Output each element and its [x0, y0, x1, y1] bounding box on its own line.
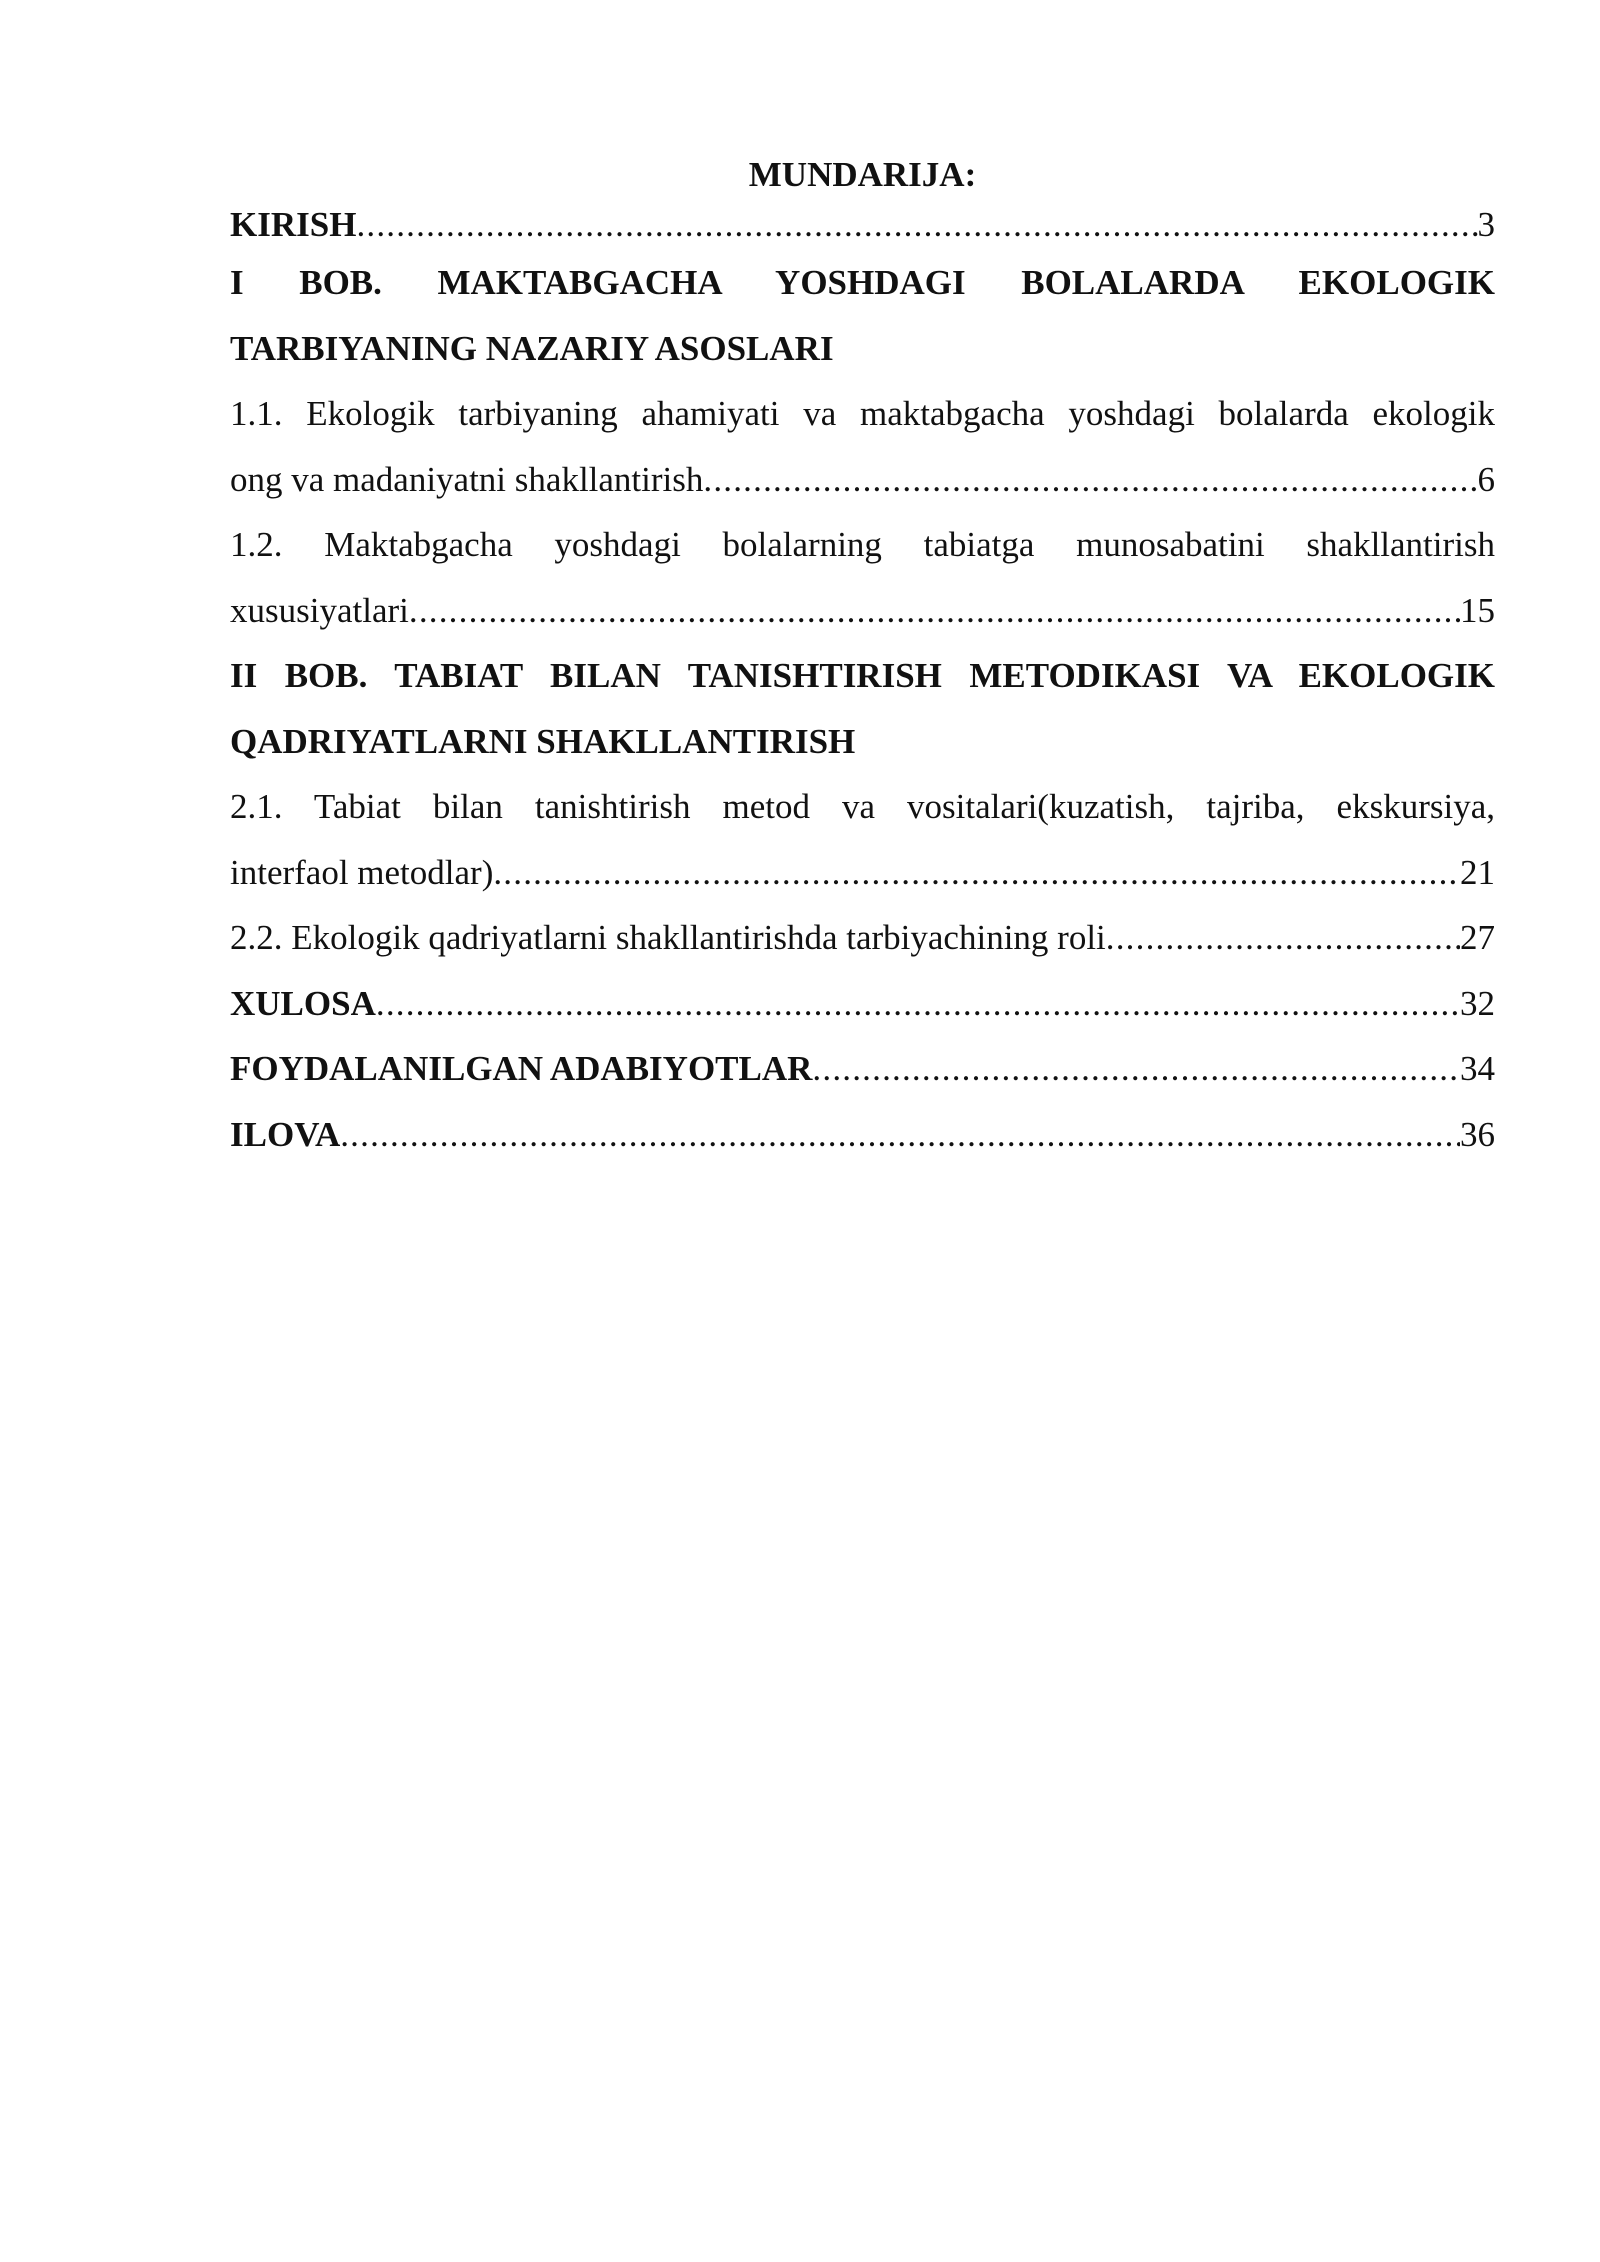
toc-page-number: 21 — [1460, 852, 1495, 892]
dot-leader — [409, 578, 1460, 644]
toc-section-1-1-line-2 — [230, 447, 1495, 513]
toc-section-2-1-line-1: 2.1. Tabiat bilan tanishtirish metod va vositalari(kuzatish, tajriba, ekskursiya, — [230, 787, 1495, 826]
toc-page-number: 32 — [1460, 983, 1495, 1023]
toc-entry-text: interfaol metodlar) — [230, 852, 494, 892]
toc-entry-text: ILOVA — [230, 1114, 341, 1154]
table-of-contents — [230, 150, 1495, 1167]
toc-section-2-2 — [230, 905, 1495, 971]
dot-leader — [356, 200, 1477, 250]
toc-entry-text: KIRISH — [230, 205, 357, 244]
dot-leader — [493, 840, 1460, 906]
toc-chapter-2-line-2: QADRIYATLARNI SHAKLLANTIRISH — [230, 721, 856, 761]
toc-chapter-1-line-1: I BOB. MAKTABGACHA YOSHDAGI BOLALARDA EKOLOGIK — [230, 263, 1495, 302]
toc-section-1-1-line-1: 1.1. Ekologik tarbiyaning ahamiyati va maktabgacha yoshdagi bolalarda ekologik — [230, 394, 1495, 433]
toc-page-number: 27 — [1460, 918, 1495, 957]
dot-leader — [812, 1036, 1460, 1102]
dot-leader — [703, 447, 1477, 513]
toc-chapter-2-line-1: II BOB. TABIAT BILAN TANISHTIRISH METODIKASI VA EKOLOGIK — [230, 656, 1495, 695]
dot-leader — [376, 971, 1460, 1037]
toc-page-number: 15 — [1460, 590, 1495, 630]
toc-entry-adabiyotlar — [230, 1036, 1495, 1102]
toc-page-number: 36 — [1460, 1114, 1495, 1154]
toc-entry-kirish — [230, 200, 1495, 250]
toc-entry-text: XULOSA — [230, 983, 376, 1023]
toc-entry-ilova — [230, 1102, 1495, 1168]
toc-page-number: 6 — [1477, 459, 1495, 499]
toc-entry-text: 2.2. Ekologik qadriyatlarni shakllantirishda tarbiyachining roli — [230, 918, 1106, 957]
toc-section-1-2-line-2 — [230, 578, 1495, 644]
toc-entry-text: xususiyatlari — [230, 590, 409, 630]
toc-entry-xulosa — [230, 971, 1495, 1037]
toc-chapter-1-line-2: TARBIYANING NAZARIY ASOSLARI — [230, 328, 834, 368]
toc-title: MUNDARIJA: — [748, 155, 977, 194]
dot-leader — [340, 1102, 1460, 1168]
toc-entry-text: ong va madaniyatni shakllantirish — [230, 459, 704, 499]
dot-leader — [1106, 905, 1460, 971]
toc-section-2-1-line-2 — [230, 840, 1495, 906]
toc-page-number: 34 — [1460, 1049, 1495, 1088]
toc-entry-text: FOYDALANILGAN ADABIYOTLAR — [230, 1049, 813, 1088]
toc-section-1-2-line-1: 1.2. Maktabgacha yoshdagi bolalarning tabiatga munosabatini shakllantirish — [230, 525, 1495, 564]
toc-page-number: 3 — [1477, 205, 1495, 244]
